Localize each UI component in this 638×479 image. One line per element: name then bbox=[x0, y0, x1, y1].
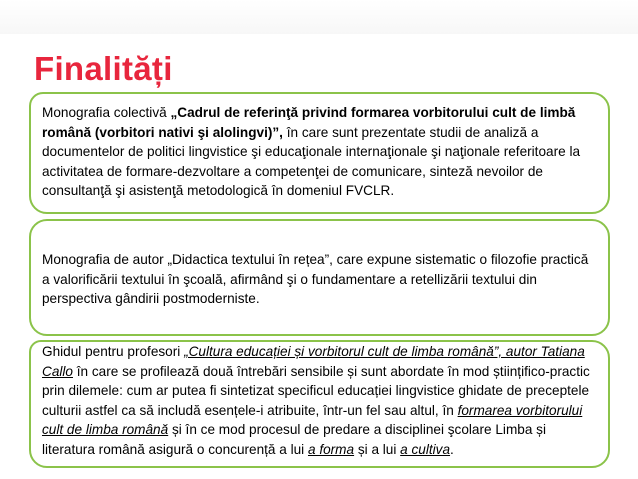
box1-text-bold-title: „Cadrul de referinţă privind formarea vorbitorului cult de limbă română (vorbitori nativi şi alolingvi)”, bbox=[42, 105, 576, 140]
box3-text-body-2: și în ce mod procesul de predare a disciplinei şcolare Limba și literatura română asigură o concurență a lui bbox=[42, 422, 546, 457]
box3-text-emphasis-1: formarea vorbitorului cult de limba română bbox=[42, 402, 583, 437]
box3-text-body: în care se profilează două întrebări sensibile și sunt abordate în mod științifico-practic prin dilemele: cum ar putea fi sintetizat specificul educației lingvistice ghidate de preceptele culturii astfel ca să includă esențele-i atribuite, într-un fel sau altul, în bbox=[42, 363, 590, 418]
box1-text-body: în care sunt prezentate studii de analiză a documentelor de politici lingvistice şi educaţionale internaţionale şi naţionale referitoare la activitatea de formare-dezvoltare a competenţei de comunicare, sinteză nevoilor de consultanţă şi asistenţă metodologică în domeniul FVCLR. bbox=[42, 124, 581, 198]
box3-text-body-3: și a lui bbox=[354, 441, 401, 457]
box3-text-end: . bbox=[450, 441, 454, 457]
box3-text-emphasis-3: a cultiva bbox=[400, 441, 451, 457]
top-bar bbox=[0, 0, 638, 34]
box3-text-intro: Ghidul pentru profesori bbox=[42, 344, 185, 359]
box1-text-intro: Monografia colectivă bbox=[42, 105, 171, 120]
content-box-3 bbox=[29, 340, 610, 468]
slide-title: Finalități bbox=[34, 50, 173, 87]
content-box-2 bbox=[29, 219, 610, 336]
box3-text-guide-title: „Cultura educației și vorbitorul cult de limba română”, autor Tatiana Callo bbox=[42, 344, 585, 379]
content-box-1 bbox=[29, 92, 610, 214]
box2-text: Monografia de autor „Didactica textului în rețea”, care expune sistematic o filozofie practică a valorificării textului în şcoală, afirmând şi o fundamentare a retellizării textului din perspectiva gândirii postmoderniste. bbox=[42, 252, 589, 306]
box3-text-emphasis-2: a forma bbox=[307, 441, 355, 457]
